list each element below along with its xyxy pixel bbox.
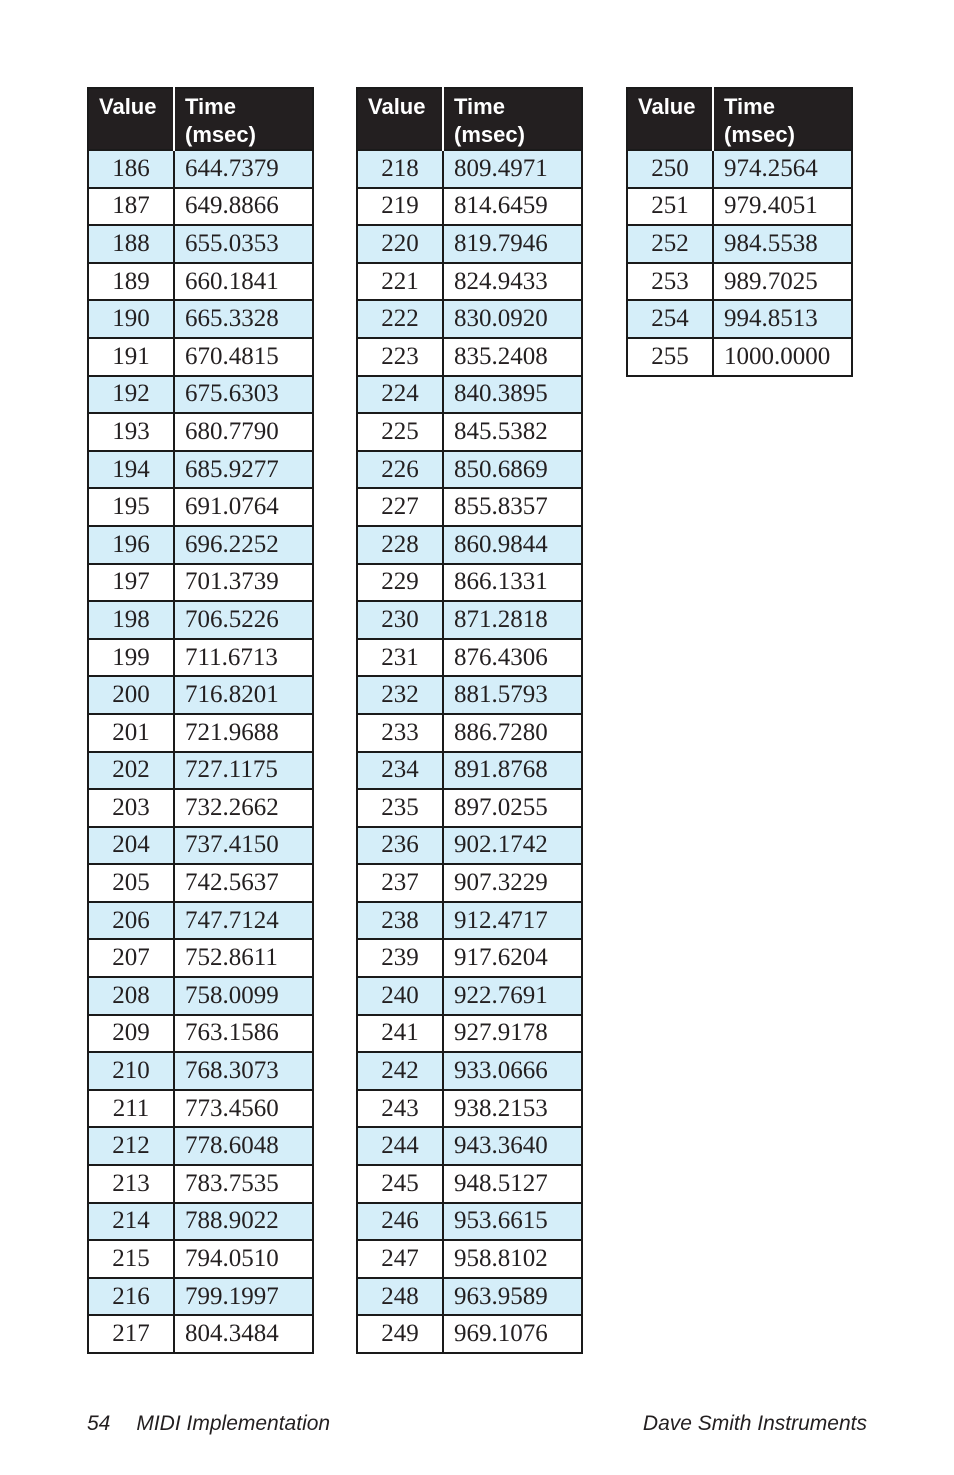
table-row — [357, 263, 582, 301]
table-row — [357, 1090, 582, 1128]
table-row — [627, 263, 852, 301]
time-cell: 989.7025 — [713, 263, 852, 301]
value-cell: 224 — [357, 376, 443, 414]
time-header: Time (msec) — [713, 88, 852, 150]
table-row — [357, 1203, 582, 1241]
value-cell: 232 — [357, 676, 443, 714]
value-cell: 187 — [88, 188, 174, 226]
table-row — [357, 676, 582, 714]
table-row — [357, 939, 582, 977]
value-cell: 203 — [88, 789, 174, 827]
table-row — [357, 225, 582, 263]
time-cell: 943.3640 — [443, 1127, 582, 1165]
value-cell: 252 — [627, 225, 713, 263]
value-cell: 204 — [88, 827, 174, 865]
time-cell: 660.1841 — [174, 263, 313, 301]
time-cell: 927.9178 — [443, 1015, 582, 1053]
table-row — [357, 1278, 582, 1316]
table-row — [357, 300, 582, 338]
time-cell: 737.4150 — [174, 827, 313, 865]
value-cell: 255 — [627, 338, 713, 376]
value-cell: 249 — [357, 1315, 443, 1353]
time-cell: 881.5793 — [443, 676, 582, 714]
time-cell: 886.7280 — [443, 714, 582, 752]
table-row — [88, 263, 313, 301]
time-header: Time (msec) — [174, 88, 313, 150]
value-cell: 234 — [357, 752, 443, 790]
table-row — [88, 939, 313, 977]
value-cell: 246 — [357, 1203, 443, 1241]
time-cell: 763.1586 — [174, 1015, 313, 1053]
time-cell: 860.9844 — [443, 526, 582, 564]
table-row — [88, 827, 313, 865]
value-cell: 248 — [357, 1278, 443, 1316]
time-cell: 933.0666 — [443, 1052, 582, 1090]
table-row — [88, 488, 313, 526]
value-cell: 198 — [88, 601, 174, 639]
table-row — [88, 564, 313, 602]
table-row — [88, 451, 313, 489]
time-cell: 840.3895 — [443, 376, 582, 414]
time-cell: 871.2818 — [443, 601, 582, 639]
time-cell: 979.4051 — [713, 188, 852, 226]
table-row — [357, 902, 582, 940]
time-table-1 — [87, 87, 314, 1354]
table-row — [357, 1165, 582, 1203]
table-row — [88, 225, 313, 263]
value-cell: 226 — [357, 451, 443, 489]
table-row — [357, 827, 582, 865]
value-cell: 228 — [357, 526, 443, 564]
value-cell: 219 — [357, 188, 443, 226]
table-row — [357, 376, 582, 414]
time-cell: 649.8866 — [174, 188, 313, 226]
value-cell: 191 — [88, 338, 174, 376]
table-row — [357, 1127, 582, 1165]
page-number: 54 — [87, 1412, 111, 1435]
value-cell: 211 — [88, 1090, 174, 1128]
time-cell: 727.1175 — [174, 752, 313, 790]
table-row — [357, 601, 582, 639]
table-row — [357, 564, 582, 602]
time-cell: 788.9022 — [174, 1203, 313, 1241]
table-row — [357, 451, 582, 489]
table-row — [88, 1278, 313, 1316]
time-cell: 891.8768 — [443, 752, 582, 790]
table-row — [88, 338, 313, 376]
value-cell: 236 — [357, 827, 443, 865]
time-cell: 701.3739 — [174, 564, 313, 602]
table-row — [357, 413, 582, 451]
time-cell: 814.6459 — [443, 188, 582, 226]
value-cell: 247 — [357, 1240, 443, 1278]
time-cell: 866.1331 — [443, 564, 582, 602]
value-cell: 242 — [357, 1052, 443, 1090]
table-row — [88, 601, 313, 639]
time-cell: 974.2564 — [713, 150, 852, 188]
value-cell: 207 — [88, 939, 174, 977]
value-cell: 186 — [88, 150, 174, 188]
table-row — [357, 977, 582, 1015]
time-cell: 850.6869 — [443, 451, 582, 489]
table-row — [88, 864, 313, 902]
time-table-3 — [626, 87, 853, 377]
time-cell: 917.6204 — [443, 939, 582, 977]
value-cell: 214 — [88, 1203, 174, 1241]
value-cell: 245 — [357, 1165, 443, 1203]
time-cell: 824.9433 — [443, 263, 582, 301]
time-cell: 835.2408 — [443, 338, 582, 376]
time-cell: 685.9277 — [174, 451, 313, 489]
table-row — [627, 225, 852, 263]
time-cell: 675.6303 — [174, 376, 313, 414]
value-cell: 212 — [88, 1127, 174, 1165]
value-cell: 217 — [88, 1315, 174, 1353]
table-row — [88, 1052, 313, 1090]
table-row — [88, 789, 313, 827]
time-cell: 809.4971 — [443, 150, 582, 188]
time-cell: 691.0764 — [174, 488, 313, 526]
time-cell: 938.2153 — [443, 1090, 582, 1128]
time-cell: 912.4717 — [443, 902, 582, 940]
value-cell: 223 — [357, 338, 443, 376]
table-row — [357, 752, 582, 790]
table-row — [88, 676, 313, 714]
table-row — [627, 150, 852, 188]
table-row — [88, 1015, 313, 1053]
table-row — [88, 188, 313, 226]
time-cell: 670.4815 — [174, 338, 313, 376]
value-cell: 201 — [88, 714, 174, 752]
time-cell: 747.7124 — [174, 902, 313, 940]
footer-left — [87, 1412, 330, 1436]
value-cell: 190 — [88, 300, 174, 338]
value-cell: 235 — [357, 789, 443, 827]
time-table-2 — [356, 87, 583, 1354]
time-cell: 922.7691 — [443, 977, 582, 1015]
time-cell: 721.9688 — [174, 714, 313, 752]
time-cell: 680.7790 — [174, 413, 313, 451]
time-cell: 768.3073 — [174, 1052, 313, 1090]
time-cell: 696.2252 — [174, 526, 313, 564]
value-cell: 238 — [357, 902, 443, 940]
value-cell: 227 — [357, 488, 443, 526]
value-cell: 240 — [357, 977, 443, 1015]
value-cell: 230 — [357, 601, 443, 639]
table-row — [88, 1240, 313, 1278]
value-cell: 189 — [88, 263, 174, 301]
time-cell: 855.8357 — [443, 488, 582, 526]
table-row — [88, 526, 313, 564]
time-cell: 897.0255 — [443, 789, 582, 827]
value-cell: 244 — [357, 1127, 443, 1165]
time-cell: 665.3328 — [174, 300, 313, 338]
table-row — [88, 639, 313, 677]
value-cell: 208 — [88, 977, 174, 1015]
time-cell: 711.6713 — [174, 639, 313, 677]
section-title: MIDI Implementation — [136, 1412, 331, 1435]
table-row — [88, 1127, 313, 1165]
table-row — [357, 1315, 582, 1353]
table-row — [627, 188, 852, 226]
time-cell: 907.3229 — [443, 864, 582, 902]
value-cell: 237 — [357, 864, 443, 902]
time-cell: 706.5226 — [174, 601, 313, 639]
table-row — [357, 714, 582, 752]
value-cell: 243 — [357, 1090, 443, 1128]
value-cell: 251 — [627, 188, 713, 226]
time-cell: 830.0920 — [443, 300, 582, 338]
time-cell: 804.3484 — [174, 1315, 313, 1353]
table-row — [88, 752, 313, 790]
table-row — [88, 150, 313, 188]
table-row — [88, 1315, 313, 1353]
table-row — [357, 188, 582, 226]
time-cell: 783.7535 — [174, 1165, 313, 1203]
value-cell: 199 — [88, 639, 174, 677]
table-row — [88, 977, 313, 1015]
value-cell: 241 — [357, 1015, 443, 1053]
table-row — [357, 526, 582, 564]
table-row — [88, 1203, 313, 1241]
time-cell: 778.6048 — [174, 1127, 313, 1165]
table-row — [357, 1052, 582, 1090]
value-cell: 233 — [357, 714, 443, 752]
table-row — [357, 1240, 582, 1278]
table-row — [357, 1015, 582, 1053]
table-row — [627, 300, 852, 338]
time-cell: 773.4560 — [174, 1090, 313, 1128]
value-cell: 253 — [627, 263, 713, 301]
table-row — [88, 376, 313, 414]
value-cell: 197 — [88, 564, 174, 602]
time-cell: 644.7379 — [174, 150, 313, 188]
value-header: Value — [627, 88, 713, 150]
time-cell: 953.6615 — [443, 1203, 582, 1241]
table-row — [627, 338, 852, 376]
time-cell: 963.9589 — [443, 1278, 582, 1316]
footer-company: Dave Smith Instruments — [642, 1412, 867, 1435]
table-row — [88, 1165, 313, 1203]
value-cell: 202 — [88, 752, 174, 790]
value-cell: 218 — [357, 150, 443, 188]
table-row — [88, 300, 313, 338]
time-cell: 742.5637 — [174, 864, 313, 902]
table-row — [357, 789, 582, 827]
time-cell: 969.1076 — [443, 1315, 582, 1353]
value-cell: 213 — [88, 1165, 174, 1203]
value-cell: 220 — [357, 225, 443, 263]
time-header: Time (msec) — [443, 88, 582, 150]
time-cell: 758.0099 — [174, 977, 313, 1015]
time-cell: 984.5538 — [713, 225, 852, 263]
table-row — [357, 150, 582, 188]
value-cell: 229 — [357, 564, 443, 602]
value-cell: 193 — [88, 413, 174, 451]
value-cell: 215 — [88, 1240, 174, 1278]
time-cell: 958.8102 — [443, 1240, 582, 1278]
time-cell: 902.1742 — [443, 827, 582, 865]
table-row — [357, 338, 582, 376]
value-cell: 192 — [88, 376, 174, 414]
time-cell: 716.8201 — [174, 676, 313, 714]
value-cell: 216 — [88, 1278, 174, 1316]
table-row — [357, 864, 582, 902]
value-cell: 222 — [357, 300, 443, 338]
value-cell: 221 — [357, 263, 443, 301]
table-row — [88, 1090, 313, 1128]
time-cell: 752.8611 — [174, 939, 313, 977]
value-cell: 209 — [88, 1015, 174, 1053]
table-row — [357, 488, 582, 526]
time-cell: 799.1997 — [174, 1278, 313, 1316]
table-row — [88, 902, 313, 940]
time-cell: 845.5382 — [443, 413, 582, 451]
value-cell: 200 — [88, 676, 174, 714]
value-cell: 188 — [88, 225, 174, 263]
value-cell: 194 — [88, 451, 174, 489]
value-header: Value — [357, 88, 443, 150]
value-cell: 254 — [627, 300, 713, 338]
value-cell: 225 — [357, 413, 443, 451]
value-header: Value — [88, 88, 174, 150]
value-cell: 231 — [357, 639, 443, 677]
table-row — [357, 639, 582, 677]
time-cell: 819.7946 — [443, 225, 582, 263]
time-cell: 1000.0000 — [713, 338, 852, 376]
table-row — [88, 413, 313, 451]
time-cell: 794.0510 — [174, 1240, 313, 1278]
time-cell: 948.5127 — [443, 1165, 582, 1203]
value-cell: 239 — [357, 939, 443, 977]
value-cell: 205 — [88, 864, 174, 902]
time-cell: 994.8513 — [713, 300, 852, 338]
time-cell: 876.4306 — [443, 639, 582, 677]
table-row — [88, 714, 313, 752]
value-cell: 206 — [88, 902, 174, 940]
value-cell: 195 — [88, 488, 174, 526]
value-cell: 250 — [627, 150, 713, 188]
time-cell: 655.0353 — [174, 225, 313, 263]
time-cell: 732.2662 — [174, 789, 313, 827]
value-cell: 210 — [88, 1052, 174, 1090]
value-cell: 196 — [88, 526, 174, 564]
